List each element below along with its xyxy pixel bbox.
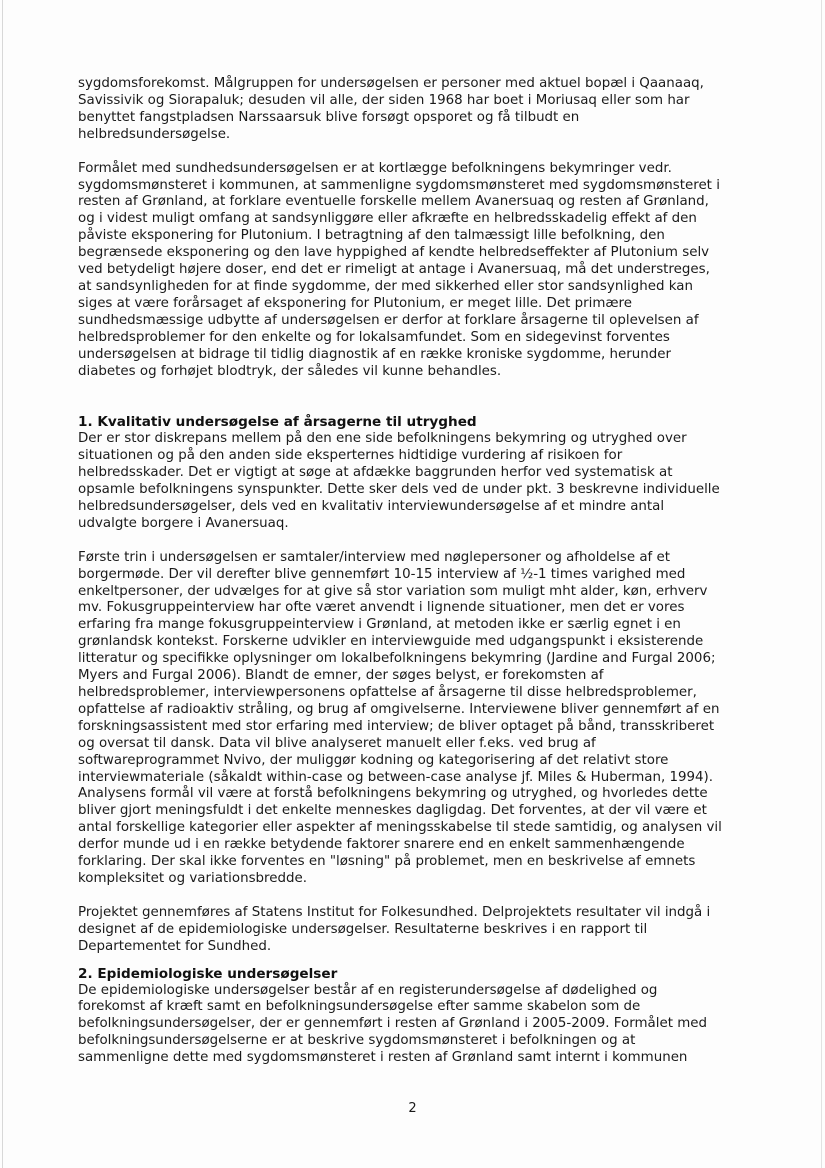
paragraph-epidemiological: De epidemiologiske undersøgelser består af en registerundersøgelse af dødelighed og forekomst af kræft samt en befolkningsundersøgelse efter samme skabelon som de befolkningsundersøgelser, der er gennemført i resten af Grønland i 2005-2009. Formålet med befolkningsundersøgelserne er at beskrive sygdomsmønsteret i befolkningen og at sammenligne dette med sygdomsmønsteret i resten af Grønland samt internt i kommunen — [78, 982, 707, 1066]
page-number: 2 — [408, 1101, 417, 1116]
paragraph-discrepancy: Der er stor diskrepans mellem på den ene side befolkningens bekymring og utryghed over situationen og på den anden side eksperternes hidtidige vurdering af risikoen for helbredsskader. Det er vigtigt at søge at afdække baggrunden herfor ved systematisk at opsamle befolkningens synspunkter. Dette sker dels ved de under pkt. 3 beskrevne individuelle helbredsundersøgelser, dels ved en kvalitativ interviewundersøgelse af et mindre antal udvalgte borgere i Avanersuaq. — [78, 431, 720, 531]
paragraph-project-execution: Projektet gennemføres af Statens Institut for Folkesundhed. Delprojektets resultater vil indgå i designet af de epidemiologiske undersøgelser. Resultaterne beskrives i en rapport til Departementet for Sundhed. — [78, 904, 711, 954]
paragraph-spacer — [78, 888, 754, 905]
section-heading-qualitative: 1. Kvalitativ undersøgelse af årsagerne til utryghed — [78, 414, 477, 431]
paragraph-purpose: Formålet med sundhedsundersøgelsen er at kortlægge befolkningens bekymringer vedr. sygdomsmønsteret i kommunen, at sammenligne sygdomsmønsteret med sygdomsmønsteret i resten af Grønland, at forklare eventuelle forskelle mellem Avanersuaq og resten af Grønland, og i videst muligt omfang at sandsynliggøre eller afkræfte en helbredsskadelig effekt af den påviste eksponering for Plutonium. I betragtning af den talmæssigt lille befolkning, den begrænsede eksponering og den lave hyppighed af kendte helbredseffekter af Plutonium selv ved betydeligt højere doser, end det er rimeligt at antage i Avanersuaq, må det understreges, at sandsynligheden for at finde sygdomme, der med sikkerhed eller stor sandsynlighed kan siges at være forårsaget af eksponering for Plutonium, er meget lille. Det primære sundhedsmæssige udbytte af undersøgelsen er derfor at forklare årsagerne til oplevelsen af helbredsproblemer for den enkelte og for lokalsamfundet. Som en sidegevinst forventes undersøgelsen at bidrage til tidlig diagnostik af en række kroniske sygdomme, herunder diabetes og forhøjet blodtryk, der således vil kunne behandles. — [78, 160, 720, 379]
paragraph-target-group: sygdomsforekomst. Målgruppen for undersøgelsen er personer med aktuel bopæl i Qaanaaq, Savissivik og Siorapaluk; desuden vil alle, der siden 1968 har boet i Moriusaq eller som har benyttet fangstpladsen Narssaarsuk blive forsøgt opsporet og få tilbudt en helbredsundersøgelse. — [78, 76, 704, 142]
section-spacer — [78, 956, 754, 966]
scan-edge-left — [2, 0, 3, 1168]
paragraph-spacer — [78, 144, 754, 161]
paragraph-spacer — [78, 533, 754, 550]
section-heading-epidemiological: 2. Epidemiologiske undersøgelser — [78, 965, 338, 982]
document-body — [78, 76, 754, 1067]
paragraph-interview-method: Første trin i undersøgelsen er samtaler/interview med nøglepersoner og afholdelse af et borgermøde. Der vil derefter blive gennemført 10-15 interview af ½-1 times varighed med enkeltpersoner, der udvælges for at give så stor variation som muligt mht alder, køn, erhverv mv. Fokusgruppeinterview har ofte været anvendt i lignende situationer, men det er vores erfaring fra mange fokusgruppeinterview i Grønland, at metoden ikke er særlig egnet i en grønlandsk kontekst. Forskerne udvikler en interviewguide med udgangspunkt i eksisterende litteratur og specifikke oplysninger om lokalbefolkningens bekymring (Jardine and Furgal 2006; Myers and Furgal 2006). Blandt de emner, der søges belyst, er forekomsten af helbredsproblemer, interviewpersonens opfattelse af årsagerne til disse helbredsproblemer, opfattelse af radioaktiv stråling, og brug af omgivelserne. Interviewene bliver gennemført af en forskningsassistent med stor erfaring med interview; de bliver optaget på bånd, transskriberet og oversat til dansk. Data vil blive analyseret manuelt eller f.eks. ved brug af softwareprogrammet Nvivo, der muliggør kodning og kategorisering af det relativt store interviewmateriale (såkaldt within-case og between-case analyse jf. Miles & Huberman, 1994). Analysens formål vil være at forstå befolkningens bekymring og utryghed, og hvorledes dette bliver gjort meningsfuldt i det enkelte menneskes dagligdag. Det forventes, at der vil være et antal forskellige kategorier eller aspekter af meningsskabelse til stede samtidig, og analysen vil derfor munde ud i en række betydende faktorer snarere end en enkelt sammenhængende forklaring. Der skal ikke forventes en "løsning" på problemet, men en beskrivelse af emnets kompleksitet og variationsbredde. — [78, 549, 722, 886]
scan-edge-right — [821, 0, 822, 1168]
section-spacer — [78, 380, 754, 414]
